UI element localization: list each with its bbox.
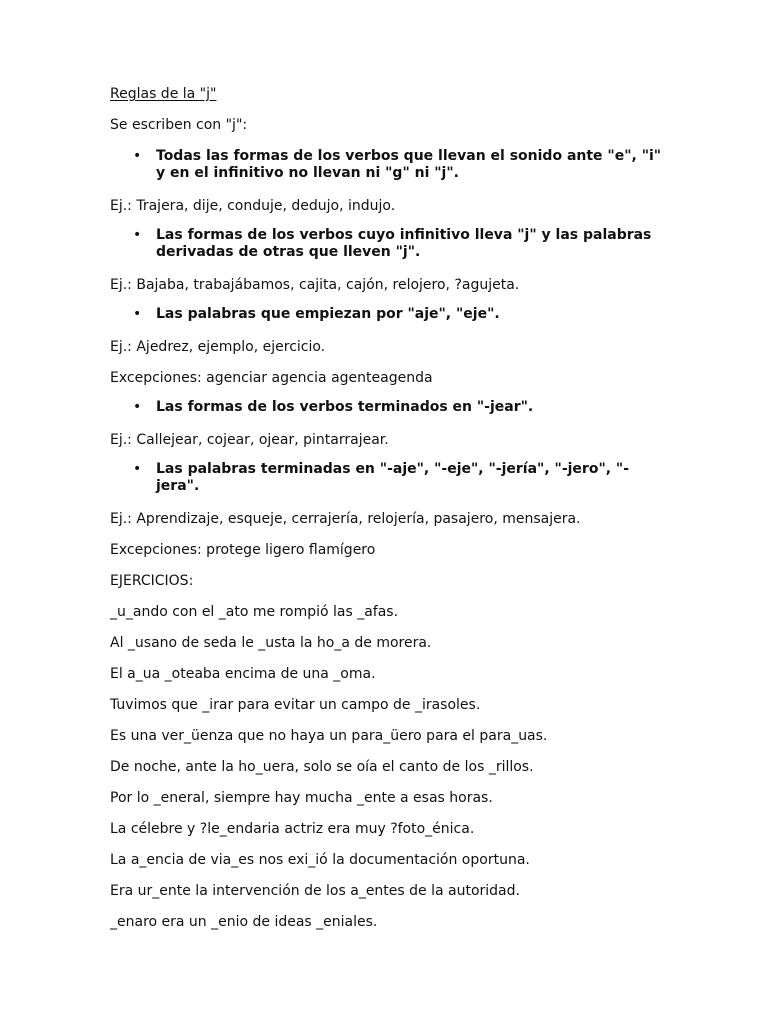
- rule-item: [110, 306, 670, 323]
- bullet-icon: •: [133, 148, 142, 164]
- exercise-text: Al _usano de seda le _usta la ho_a de: [110, 635, 377, 651]
- exercise-line: Era ur_ente la intervención de los a_entes de la autoridad.: [110, 883, 520, 899]
- rule-text: Las formas de los verbos terminados en "-jear".: [156, 399, 534, 415]
- rule-item: [110, 461, 670, 495]
- rule-text: Las palabras terminadas en "-aje", "-eje", "-jería", "-jero", "-jera".: [156, 461, 630, 494]
- exercise-text-tail: morera.: [376, 635, 432, 651]
- exercise-line: Por lo _eneral, siempre hay mucha _ente a esas horas.: [110, 790, 493, 806]
- document-title: Reglas de la "j": [110, 86, 217, 102]
- examples-text: Ej.: Callejear, cojear, ojear, pintarrajear.: [110, 432, 389, 448]
- exercise-line: La célebre y ?le_endaria actriz era muy ?foto_énica.: [110, 821, 475, 837]
- rule-text: Las palabras que empiezan por "aje", "eje".: [156, 306, 500, 322]
- examples-text: Ej.: Ajedrez, ejemplo, ejercicio.: [110, 339, 326, 355]
- bullet-icon: •: [133, 306, 142, 322]
- exercise-line: La a_encia de via_es nos exi_ió la documentación oportuna.: [110, 852, 530, 868]
- intro-text: Se escriben con "j":: [110, 117, 248, 133]
- exercises-heading: EJERCICIOS:: [110, 573, 194, 589]
- examples-text: Ej.: Aprendizaje, esqueje, cerrajería, relojería, pasajero, mensajera.: [110, 511, 581, 527]
- exercise-line: _u_ando con el _ato me rompió las _afas.: [110, 604, 399, 620]
- examples-text: Ej.: Bajaba, trabajábamos, cajita, cajón, relojero, ?agujeta.: [110, 277, 520, 293]
- exceptions-text: Excepciones: protege ligero flamígero: [110, 542, 376, 558]
- exercise-line: De noche, ante la ho_uera, solo se oía el canto de los _rillos.: [110, 759, 534, 775]
- examples-text: Ej.: Trajera, dije, conduje, dedujo, indujo.: [110, 198, 396, 214]
- bullet-icon: •: [133, 227, 142, 243]
- exercise-line: Tuvimos que _irar para evitar un campo de _irasoles.: [110, 697, 481, 713]
- rule-item: [110, 399, 670, 416]
- exercise-line: _enaro era un _enio de ideas _eniales.: [110, 914, 378, 930]
- exercise-line: [110, 633, 670, 653]
- rule-item: [110, 227, 670, 261]
- rule-text: Las formas de los verbos cuyo infinitivo lleva "j" y las palabras derivadas de otras que lleven "j".: [156, 227, 652, 260]
- rule-text: Todas las formas de los verbos que llevan el sonido ante "e", "i" y en el infinitivo no llevan ni "g" ni "j".: [156, 148, 662, 181]
- exceptions-text: Excepciones: agenciar agencia agenteagenda: [110, 370, 433, 386]
- exercise-line: El a_ua _oteaba encima de una _oma.: [110, 666, 376, 682]
- document-page: [110, 84, 670, 932]
- exercise-line: Es una ver_üenza que no haya un para_üero para el para_uas.: [110, 728, 548, 744]
- rule-item: [110, 148, 670, 182]
- bullet-icon: •: [133, 399, 142, 415]
- bullet-icon: •: [133, 461, 142, 477]
